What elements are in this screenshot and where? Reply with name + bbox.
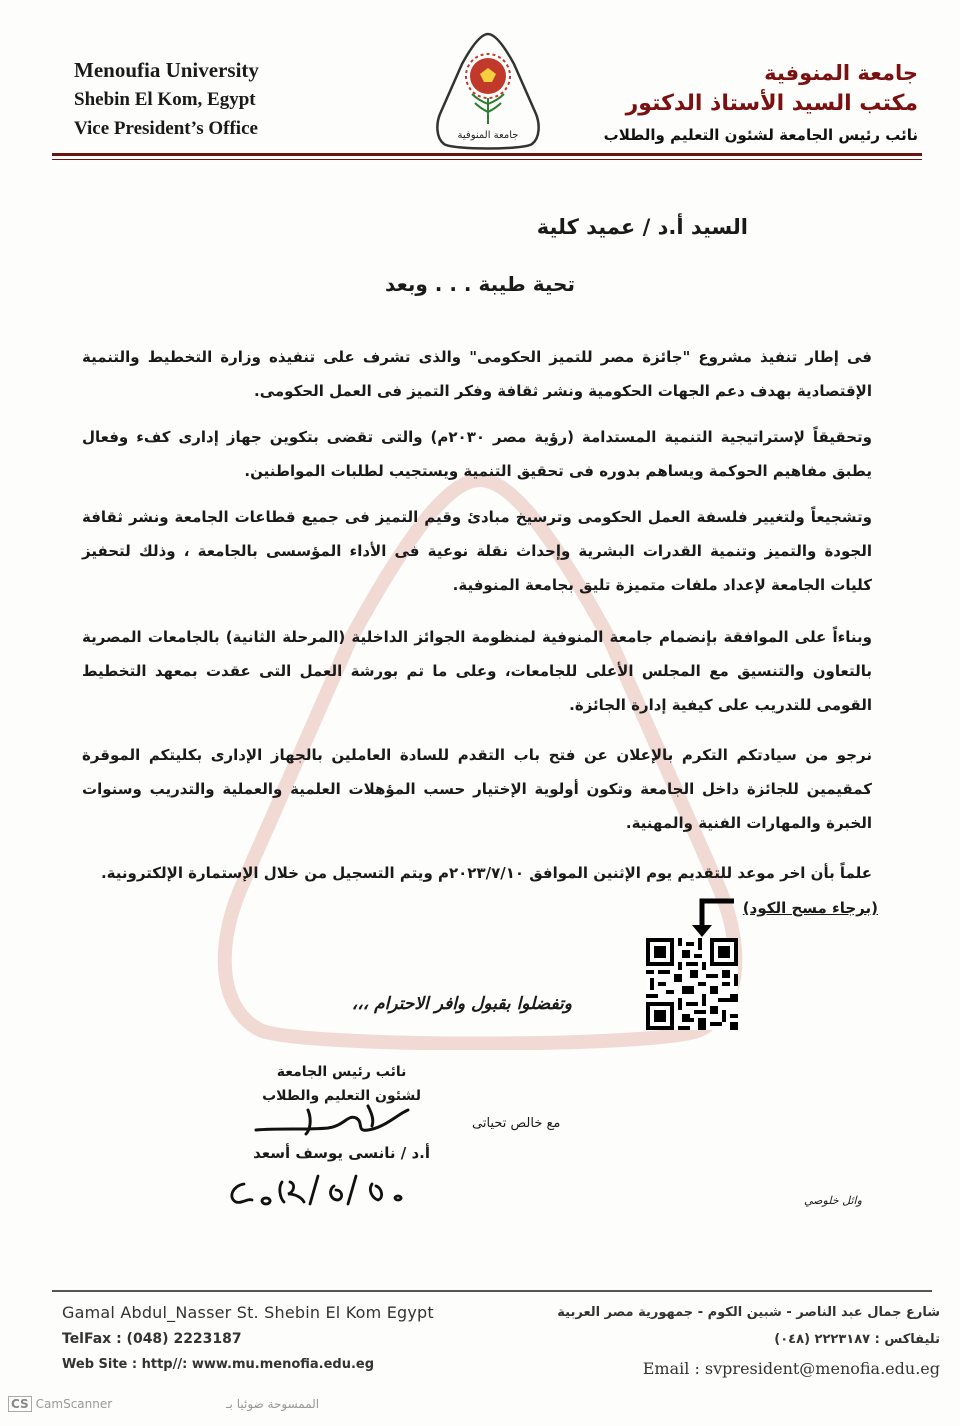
signer-title: نائب رئيس الجامعة <box>276 1064 407 1080</box>
paragraph-3: وتشجيعاً ولتغيير فلسفة العمل الحكومى وترسيخ مبادئ وقيم التميز فى جميع قطاعات الجامعة ونشر ثقافة الجودة والتميز وتنمية القدرات البشرية وإحداث نقلة نوعية فى الأداء المؤسسى بالجامعة ، وذلك لتحفيز كليات الجامعة لإعداد ملفات متميزة تليق بجامعة المنوفية. <box>82 508 872 594</box>
city-en: Shebin El Kom, Egypt <box>74 89 256 110</box>
office-ar: مكتب السيد الأستاذ الدكتور <box>625 91 918 116</box>
camscanner-icon: CS <box>8 1396 32 1412</box>
header-divider <box>52 153 922 156</box>
footer-arabic <box>557 1300 940 1384</box>
paragraph-5: نرجو من سيادتكم التكرم بالإعلان عن فتح باب التقدم للسادة العاملين بالجهاز الإدارى بكليتكم الموقرة كمقيمين للجائزة داخل الجامعة وتكون أولوية الإختيار حسب المؤهلات العلمية والعملية والتدريب وسنوات الخبرة والمهارات الفنية والمهنية. <box>82 746 872 832</box>
addressee: السيد أ.د / عميد كلية <box>536 215 748 239</box>
qr-code[interactable] <box>646 938 738 1030</box>
signer-name: أ.د / نانسى يوسف أسعد <box>253 1144 430 1162</box>
footer-telfax-ar: تليفاكس : ٢٢٢٣١٨٧ (٠٤٨) <box>774 1332 940 1347</box>
regards: مع خالص تحياتى <box>472 1116 561 1131</box>
university-name-en: Menoufia University <box>74 58 259 82</box>
footer-address-en: Gamal Abdul_Nasser St. Shebin El Kom Egypt <box>62 1303 434 1322</box>
university-name-ar: جامعة المنوفية <box>764 61 918 85</box>
footer-website[interactable]: Web Site : http//: www.mu.menofia.edu.eg <box>62 1357 375 1372</box>
logo-caption: جامعة المنوفية <box>457 130 519 141</box>
handwritten-date <box>222 1168 422 1212</box>
signer-department: لشئون التعليم والطلاب <box>262 1088 421 1104</box>
camscanner-mark <box>8 1396 319 1412</box>
university-logo <box>432 28 544 154</box>
greeting: تحية طيبة . . . وبعد <box>385 272 575 296</box>
paragraph-4: وبناءاً على الموافقة بإنضمام جامعة المنوفية لمنظومة الجوائز الداخلية (المرحلة الثانية) بالجامعات المصرية بالتعاون والتنسيق مع المجلس الأعلى للجامعات، وعلى ما تم بورشة العمل التى عقدت بمعهد التخطيط القومى للتدريب على كيفية إدارة الجائزة. <box>82 628 872 714</box>
office-en: Vice President’s Office <box>74 118 258 139</box>
scan-code-note: (برجاء مسح الكود) <box>742 899 878 917</box>
camscanner-label: CamScanner <box>35 1397 113 1411</box>
initials: وائل خلوصي <box>804 1194 862 1207</box>
paragraph-6: علماً بأن اخر موعد للتقديم يوم الإثنين الموافق ٢٠٢٣/٧/١٠م ويتم التسجيل من خلال الإستمارة الإلكترونية. <box>100 864 872 882</box>
handwritten-signature <box>248 1100 418 1142</box>
footer-telfax-en: TelFax : (048) 2223187 <box>62 1331 242 1347</box>
closing-line: وتفضلوا بقبول وافر الاحترام ،،، <box>351 994 572 1014</box>
paragraph-2: وتحقيقاً لإستراتيجية التنمية المستدامة (رؤية مصر ٢٠٣٠م) والتى تقضى بتكوين جهاز إدارى كفء وفعال يطبق مفاهيم الحوكمة ويساهم بدوره فى تحقيق التنمية ويستجيب لطلبات المواطنين. <box>82 428 872 480</box>
vp-title-ar: نائب رئيس الجامعة لشئون التعليم والطلاب <box>603 126 918 144</box>
footer-divider <box>52 1290 932 1292</box>
camscanner-label-ar: الممسوحة ضوئيا بـ <box>226 1397 320 1411</box>
footer-english <box>62 1300 434 1378</box>
arrow-down-icon <box>690 897 736 939</box>
english-header <box>74 56 259 143</box>
footer-address-ar: شارع جمال عبد الناصر - شبين الكوم - جمهورية مصر العربية <box>557 1305 940 1320</box>
paragraph-1: فى إطار تنفيذ مشروع "جائزة مصر للتميز الحكومى" والذى تشرف على تنفيذه وزارة التخطيط والتنمية الإقتصادية بهدف دعم الجهات الحكومية ونشر ثقافة وفكر التميز فى العمل الحكومى. <box>82 348 872 400</box>
arabic-header <box>604 58 918 150</box>
header-divider-thin <box>52 159 922 160</box>
footer-email[interactable]: Email : svpresident@menofia.edu.eg <box>642 1359 940 1378</box>
